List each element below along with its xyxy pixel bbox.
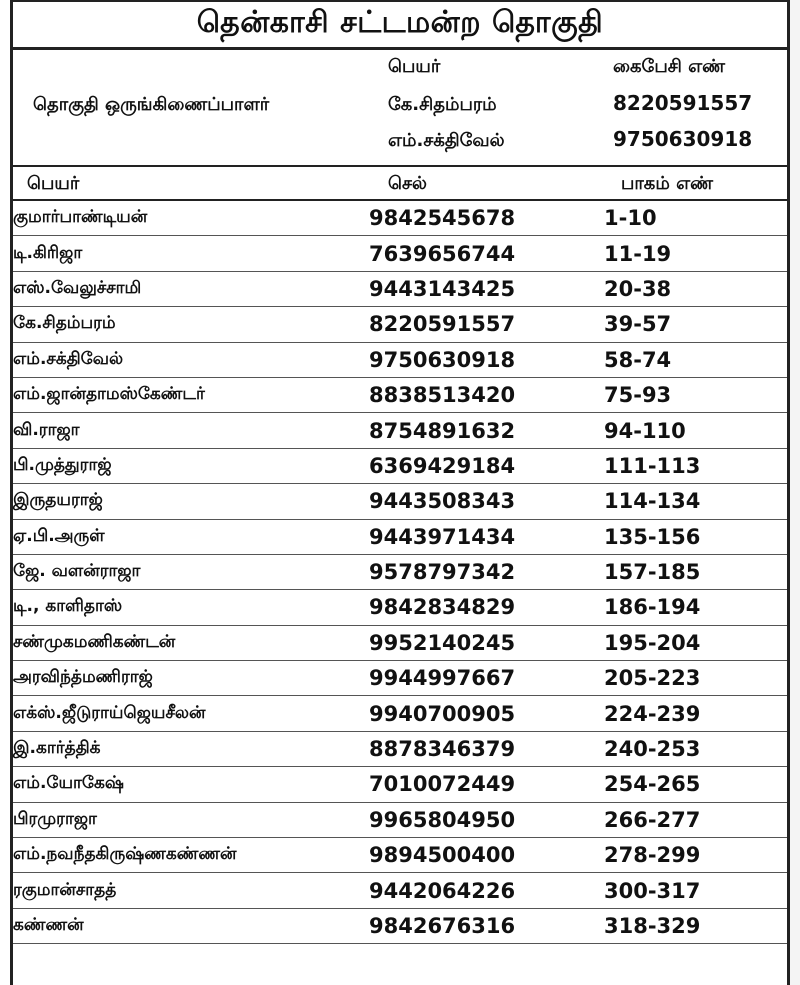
row-cell-number: 9952140245 (369, 625, 604, 660)
row-part-range: 195-204 (604, 625, 787, 660)
row-part-range: 114-134 (604, 484, 787, 519)
table-row (13, 661, 787, 696)
page-title: தென்காசி சட்டமன்ற தொகுதி (13, 0, 787, 50)
row-part-range: 300-317 (604, 873, 787, 908)
row-cell-number: 9944997667 (369, 661, 604, 696)
row-part-range: 266-277 (604, 802, 787, 837)
table-row (13, 838, 787, 873)
coordinator-name: கே.சிதம்பரம் (388, 94, 497, 115)
row-part-range: 58-74 (604, 342, 787, 377)
table-row (13, 342, 787, 377)
row-part-range: 205-223 (604, 661, 787, 696)
row-cell-number: 9842834829 (369, 590, 604, 625)
table-row (13, 731, 787, 766)
table-row (13, 908, 787, 943)
table-row (13, 873, 787, 908)
row-name: வி.ராஜா (13, 413, 369, 448)
row-cell-number: 9443143425 (369, 271, 604, 306)
row-part-range: 278-299 (604, 838, 787, 873)
table-row (13, 625, 787, 660)
table-row (13, 802, 787, 837)
row-part-range: 1-10 (604, 201, 787, 236)
row-cell-number: 9442064226 (369, 873, 604, 908)
table-header (13, 167, 787, 201)
row-name: எம்.யோகேஷ் (13, 767, 369, 802)
row-part-range: 135-156 (604, 519, 787, 554)
table-row (13, 377, 787, 412)
row-part-range: 157-185 (604, 554, 787, 589)
row-cell-number: 6369429184 (369, 448, 604, 483)
row-cell-number: 7639656744 (369, 236, 604, 271)
row-name: ஜே. வளன்ராஜா (13, 554, 369, 589)
row-name: எம்.நவநீதகிருஷ்ணகண்ணன் (13, 838, 369, 873)
coordinator-phone: 8220591557 (613, 91, 753, 115)
row-cell-number: 9842545678 (369, 201, 604, 236)
table-row (13, 519, 787, 554)
row-name: எம்.ஜான்தாமஸ்கேண்டர் (13, 377, 369, 412)
row-cell-number: 9842676316 (369, 908, 604, 943)
row-name: அரவிந்த்மணிராஜ் (13, 661, 369, 696)
row-part-range: 111-113 (604, 448, 787, 483)
row-name: கே.சிதம்பரம் (13, 307, 369, 342)
row-name: பி.முத்துராஜ் (13, 448, 369, 483)
header-part: பாகம் எண் (621, 173, 714, 194)
header-cell: செல் (388, 173, 427, 194)
row-cell-number: 9965804950 (369, 802, 604, 837)
table-row (13, 271, 787, 306)
row-name: எம்.சக்திவேல் (13, 342, 369, 377)
row-part-range: 94-110 (604, 413, 787, 448)
page-edge (790, 0, 800, 985)
row-part-range: 240-253 (604, 731, 787, 766)
contact-sheet (10, 0, 790, 985)
coordinator-label: தொகுதி ஒருங்கிணைப்பாளர் (33, 94, 270, 115)
table-row (13, 236, 787, 271)
coordinator-name: எம்.சக்திவேல் (388, 130, 505, 151)
contact-table (13, 201, 787, 944)
row-cell-number: 8220591557 (369, 307, 604, 342)
table-row (13, 484, 787, 519)
row-cell-number: 9750630918 (369, 342, 604, 377)
row-cell-number: 8754891632 (369, 413, 604, 448)
table-row (13, 554, 787, 589)
coordinator-name-header: பெயர் (388, 56, 441, 77)
row-name: இருதயராஜ் (13, 484, 369, 519)
row-name: குமார்பாண்டியன் (13, 201, 369, 236)
row-name: டி.கிரிஜா (13, 236, 369, 271)
table-row (13, 448, 787, 483)
row-cell-number: 9443508343 (369, 484, 604, 519)
coordinator-phone: 9750630918 (613, 127, 753, 151)
row-cell-number: 9443971434 (369, 519, 604, 554)
table-row (13, 590, 787, 625)
row-part-range: 75-93 (604, 377, 787, 412)
row-part-range: 186-194 (604, 590, 787, 625)
table-row (13, 696, 787, 731)
row-cell-number: 8878346379 (369, 731, 604, 766)
row-part-range: 11-19 (604, 236, 787, 271)
row-part-range: 224-239 (604, 696, 787, 731)
row-name: ரகுமான்சாதத் (13, 873, 369, 908)
coordinator-section (13, 50, 787, 167)
row-part-range: 39-57 (604, 307, 787, 342)
table-row (13, 767, 787, 802)
row-name: டி., காளிதாஸ் (13, 590, 369, 625)
row-cell-number: 9894500400 (369, 838, 604, 873)
row-part-range: 318-329 (604, 908, 787, 943)
row-name: சண்முகமணிகண்டன் (13, 625, 369, 660)
row-part-range: 254-265 (604, 767, 787, 802)
row-name: ஏ.பி.அருள் (13, 519, 369, 554)
row-cell-number: 9940700905 (369, 696, 604, 731)
row-cell-number: 9578797342 (369, 554, 604, 589)
row-name: எஸ்.வேலுச்சாமி (13, 271, 369, 306)
row-name: கண்ணன் (13, 908, 369, 943)
row-cell-number: 7010072449 (369, 767, 604, 802)
table-row (13, 307, 787, 342)
row-name: இ.கார்த்திக் (13, 731, 369, 766)
row-name: பிரமுராஜா (13, 802, 369, 837)
coordinator-phone-header: கைபேசி எண் (613, 56, 726, 77)
row-cell-number: 8838513420 (369, 377, 604, 412)
table-row (13, 413, 787, 448)
header-name: பெயர் (27, 173, 80, 194)
row-name: எக்ஸ்.ஜீடுராய்ஜெயசீலன் (13, 696, 369, 731)
row-part-range: 20-38 (604, 271, 787, 306)
table-row (13, 201, 787, 236)
